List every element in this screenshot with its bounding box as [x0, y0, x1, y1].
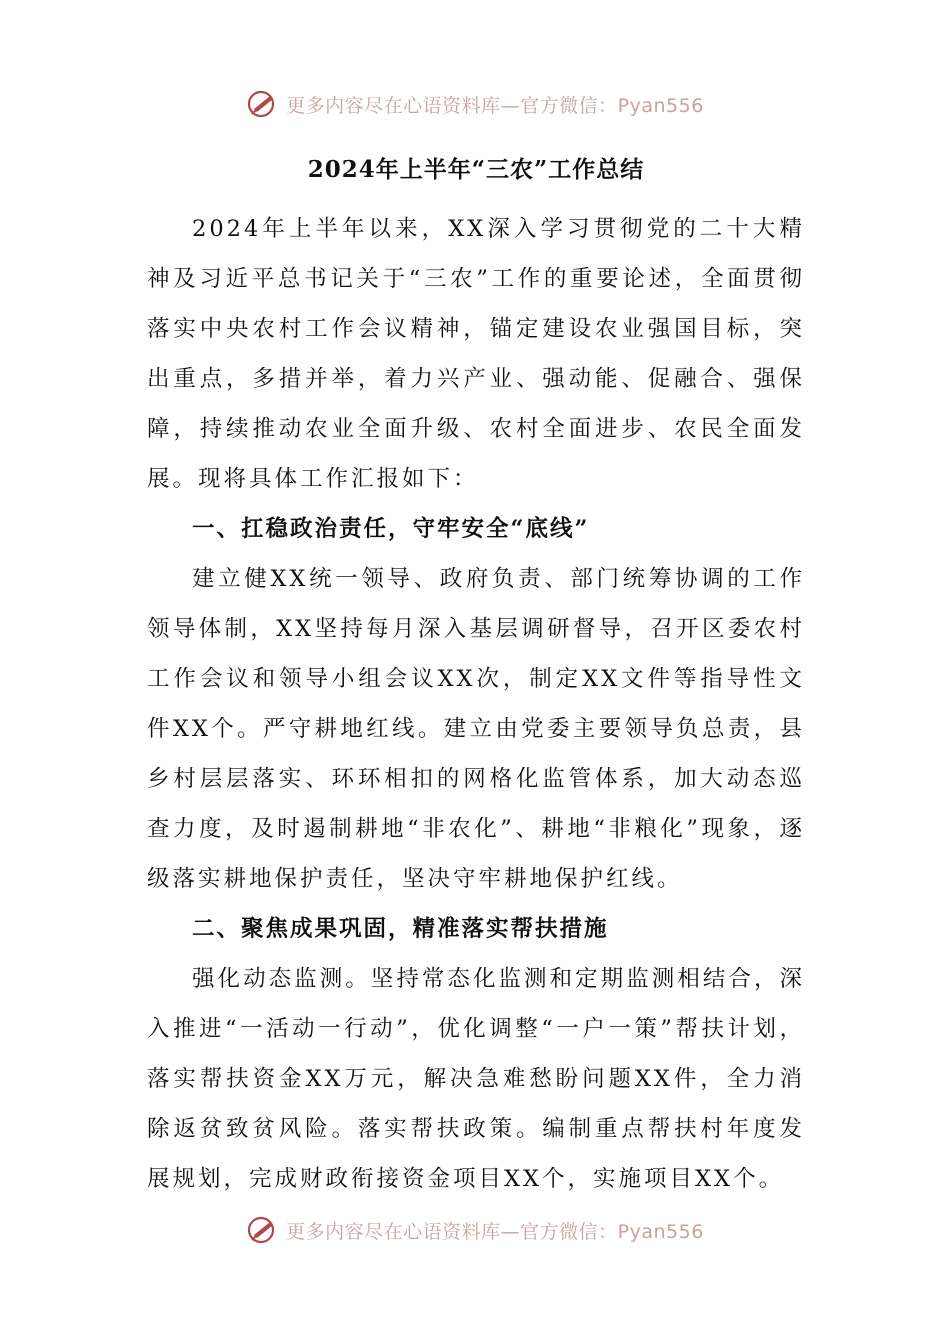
watermark-text: 更多内容尽在心语资料库—官方微信：Pyan556	[286, 94, 704, 117]
document-body	[147, 150, 805, 1204]
pen-logo-icon	[246, 1213, 280, 1247]
section-heading-1: 一、扛稳政治责任，守牢安全“底线”	[192, 516, 590, 542]
watermark-banner-bottom	[0, 1210, 950, 1250]
section-body-1: 建立健XX统一领导、政府负责、部门统筹协调的工作领导体制，XX坚持每月深入基层调研督导，召开区委农村工作会议和领导小组会议XX次，制定XX文件等指导性文件XX个。严守耕地红线。建立由党委主要领导负总责，县乡村层层落实、环环相扣的网格化监管体系，加大动态巡查力度，及时遏制耕地“非农化”、耕地“非粮化”现象，逐级落实耕地保护责任，坚决守牢耕地保护红线。	[147, 566, 805, 892]
document-title: 2024年上半年“三农”工作总结	[307, 156, 645, 183]
watermark-banner-top	[0, 84, 950, 124]
section-body-2: 强化动态监测。坚持常态化监测和定期监测相结合，深入推进“一活动一行动”，优化调整“一户一策”帮扶计划，落实帮扶资金XX万元，解决急难愁盼问题XX件，全力消除返贫致贫风险。落实帮扶政策。编制重点帮扶村年度发展规划，完成财政衔接资金项目XX个，实施项目XX个。	[147, 966, 805, 1192]
section-heading-2: 二、聚焦成果巩固，精准落实帮扶措施	[192, 916, 609, 942]
intro-paragraph: 2024年上半年以来，XX深入学习贯彻党的二十大精神及习近平总书记关于“三农”工作的重要论述，全面贯彻落实中央农村工作会议精神，锚定建设农业强国目标，突出重点，多措并举，着力兴产业、强动能、促融合、强保障，持续推动农业全面升级、农村全面进步、农民全面发展。现将具体工作汇报如下：	[147, 216, 805, 492]
pen-logo-icon	[246, 87, 280, 121]
watermark-text: 更多内容尽在心语资料库—官方微信：Pyan556	[286, 1220, 704, 1243]
